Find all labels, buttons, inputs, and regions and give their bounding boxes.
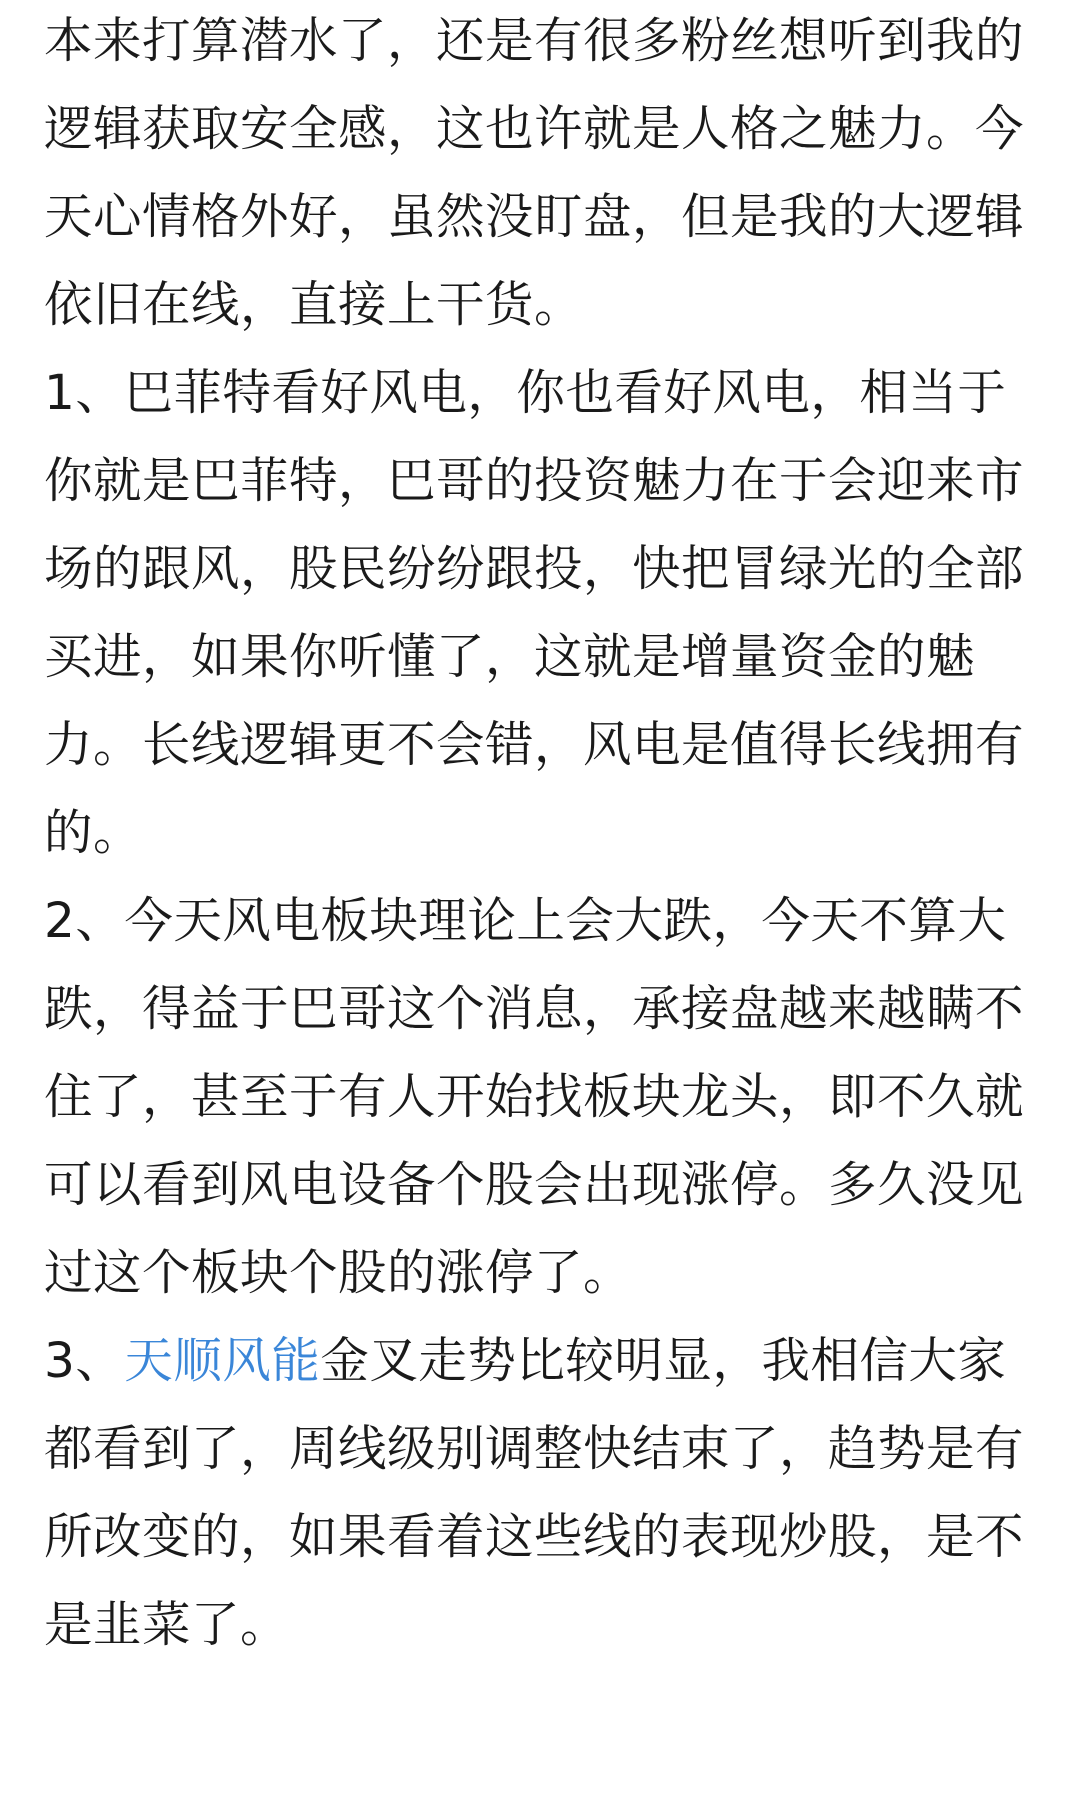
point-3-prefix: 3、: [44, 1333, 125, 1389]
stock-link-tianshun-wind[interactable]: 天顺风能: [124, 1333, 321, 1389]
post-point-2-paragraph: 2、今天风电板块理论上会大跌，今天不算大跌，得益于巴哥这个消息，承接盘越来越瞒不住了，甚至于有人开始找板块龙头，即不久就可以看到风电设备个股会出现涨停。多久没见过这个板块个股的涨停了。: [44, 893, 1025, 1301]
post-point-1-paragraph: 1、巴菲特看好风电，你也看好风电，相当于你就是巴菲特，巴哥的投资魅力在于会迎来市场的跟风，股民纷纷跟投，快把冒绿光的全部买进，如果你听懂了，这就是增量资金的魅力。长线逻辑更不会错，风电是值得长线拥有的。: [44, 365, 1025, 861]
post-body: [44, 0, 1044, 1669]
point-3-text: 金叉走势比较明显，我相信大家都看到了，周线级别调整快结束了，趋势是有所改变的，如果看着这些线的表现炒股，是不是韭菜了。: [44, 1333, 1025, 1653]
post-intro-paragraph: 本来打算潜水了，还是有很多粉丝想听到我的逻辑获取安全感，这也许就是人格之魅力。今天心情格外好，虽然没盯盘，但是我的大逻辑依旧在线，直接上干货。: [44, 13, 1025, 333]
post-point-3-paragraph: [44, 1317, 1044, 1669]
